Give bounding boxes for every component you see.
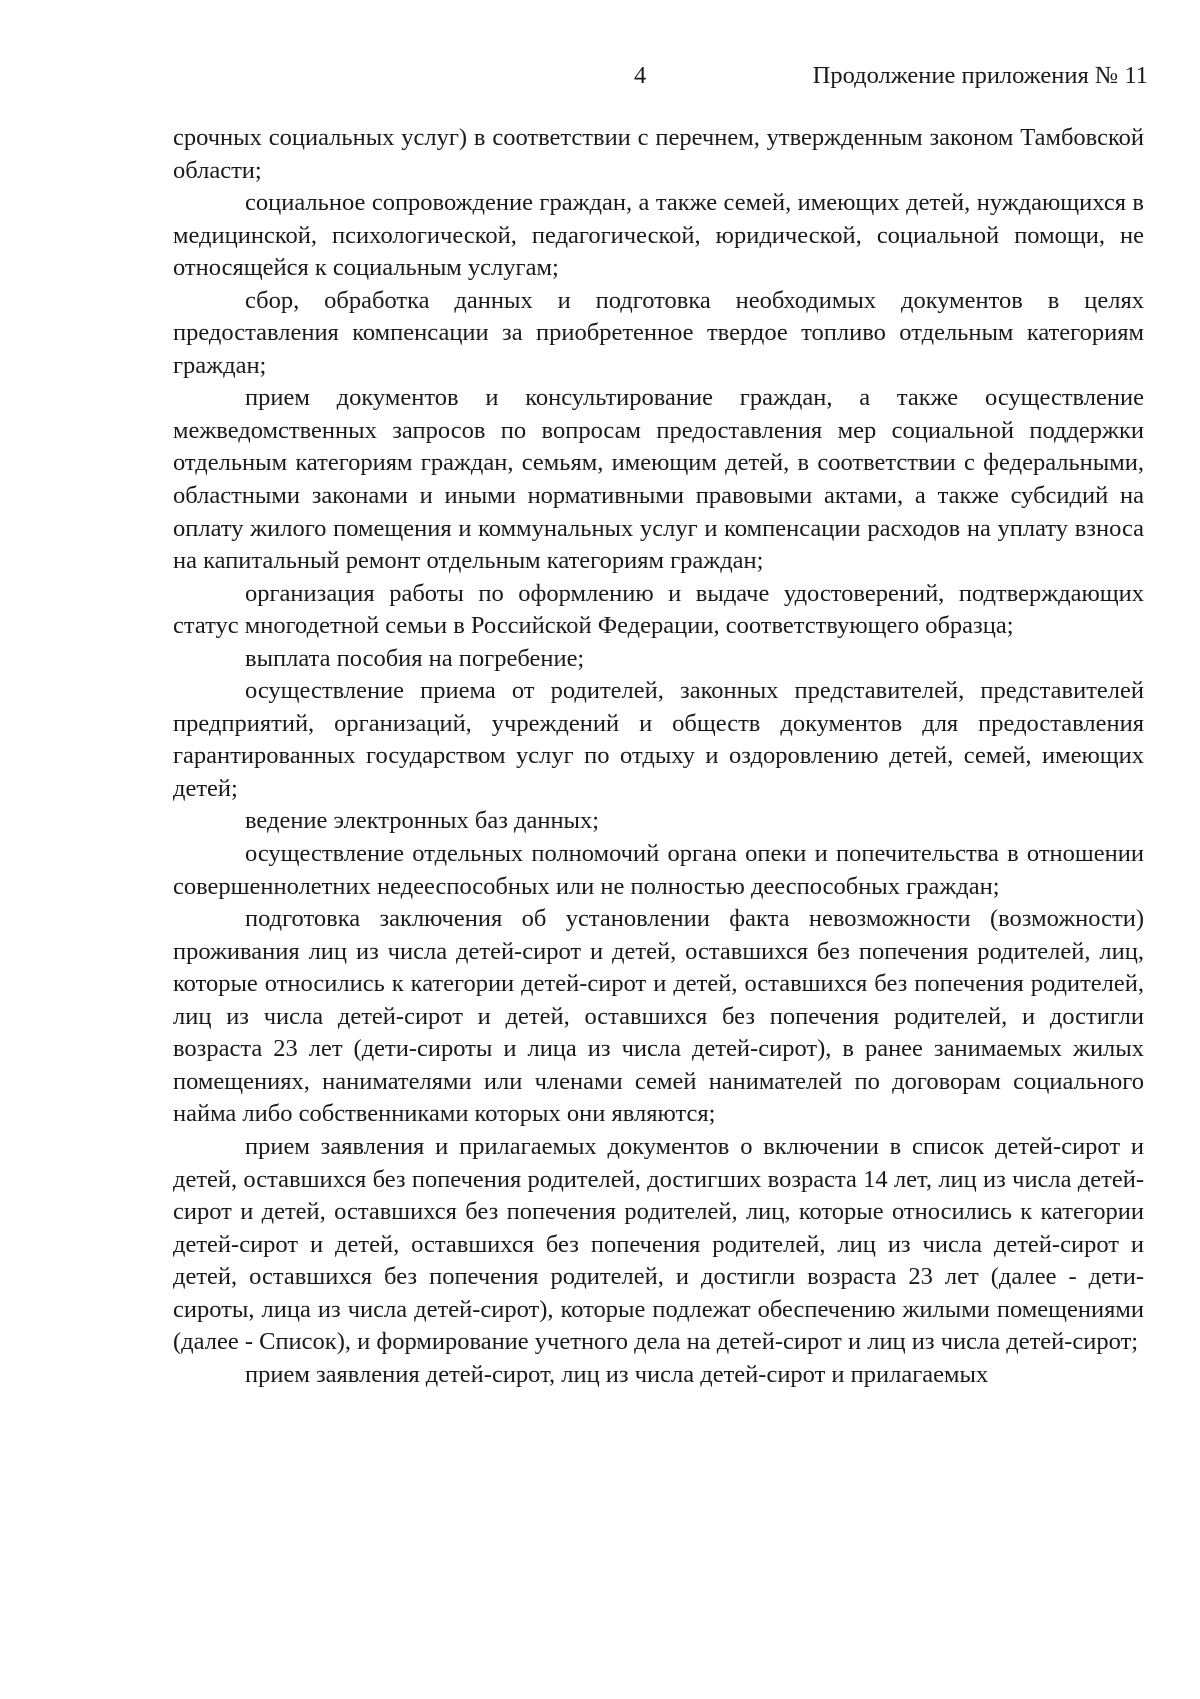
paragraph: сбор, обработка данных и подготовка необходимых документов в целях предоставления компенсации за приобретенное твердое топливо отдельным категориям граждан; (173, 286, 1144, 379)
document-body (173, 122, 1144, 1391)
paragraph: прием заявления и прилагаемых документов о включении в список детей-сирот и детей, оставшихся без попечения родителей, достигших возраста 14 лет, лиц из числа детей-сирот и детей, оставшихся без попечения родителей, лиц, которые относились к категории детей-сирот и детей, оставшихся без попечения родителей, лиц из числа детей-сирот и детей, оставшихся без попечения родителей, и достигли возраста 23 лет (далее - дети-сироты, лица из числа детей-сирот), которые подлежат обеспечению жилыми помещениями (далее - Список), и формирование учетного дела на детей-сирот и лиц из числа детей-сирот; (173, 1132, 1144, 1356)
paragraph: ведение электронных баз данных; (245, 807, 600, 835)
page-header (0, 58, 1200, 94)
paragraph: подготовка заключения об установлении факта невозможности (возможности) проживания лиц из числа детей-сирот и детей, оставшихся без попечения родителей, лиц, которые относились к категории детей-сирот и детей, оставшихся без попечения родителей, лиц из числа детей-сирот и детей, оставшихся без попечения родителей, и достигли возраста 23 лет (дети-сироты и лица из числа детей-сирот), в ранее занимаемых жилых помещениях, нанимателями или членами семей нанимателей по договорам социального найма либо собственниками которых они являются; (173, 905, 1144, 1128)
paragraph: прием документов и консультирование граждан, а также осуществление межведомственных запросов по вопросам предоставления мер социальной поддержки отдельным категориям граждан, семьям, имеющим детей, в соответствии с федеральными, областными законами и иными нормативными правовыми актами, а также субсидий на оплату жилого помещения и коммунальных услуг и компенсации расходов на уплату взноса на капитальный ремонт отдельным категориям граждан; (173, 384, 1144, 575)
paragraph: прием заявления детей-сирот, лиц из числа детей-сирот и прилагаемых (245, 1360, 989, 1388)
paragraph: выплата пособия на погребение; (245, 644, 585, 672)
paragraph: осуществление отдельных полномочий органа опеки и попечительства в отношении совершеннолетних недееспособных или не полностью дееспособных граждан; (173, 840, 1144, 900)
appendix-continuation-label: Продолжение приложения № 11 (812, 62, 1148, 89)
paragraph-continued: срочных социальных услуг) в соответствии с перечнем, утвержденным законом Тамбовской области; (173, 124, 1144, 184)
page-number: 4 (634, 62, 647, 89)
paragraph: организация работы по оформлению и выдаче удостоверений, подтверждающих статус многодетной семьи в Российской Федерации, соответствующего образца; (173, 579, 1144, 640)
paragraph: социальное сопровождение граждан, а также семей, имеющих детей, нуждающихся в медицинской, психологической, педагогической, юридической, социальной помощи, не относящейся к социальным услугам; (173, 189, 1144, 282)
paragraph: осуществление приема от родителей, законных представителей, представителей предприятий, организаций, учреждений и обществ документов для предоставления гарантированных государством услуг по отдыху и оздоровлению детей, семей, имеющих детей; (173, 677, 1144, 802)
